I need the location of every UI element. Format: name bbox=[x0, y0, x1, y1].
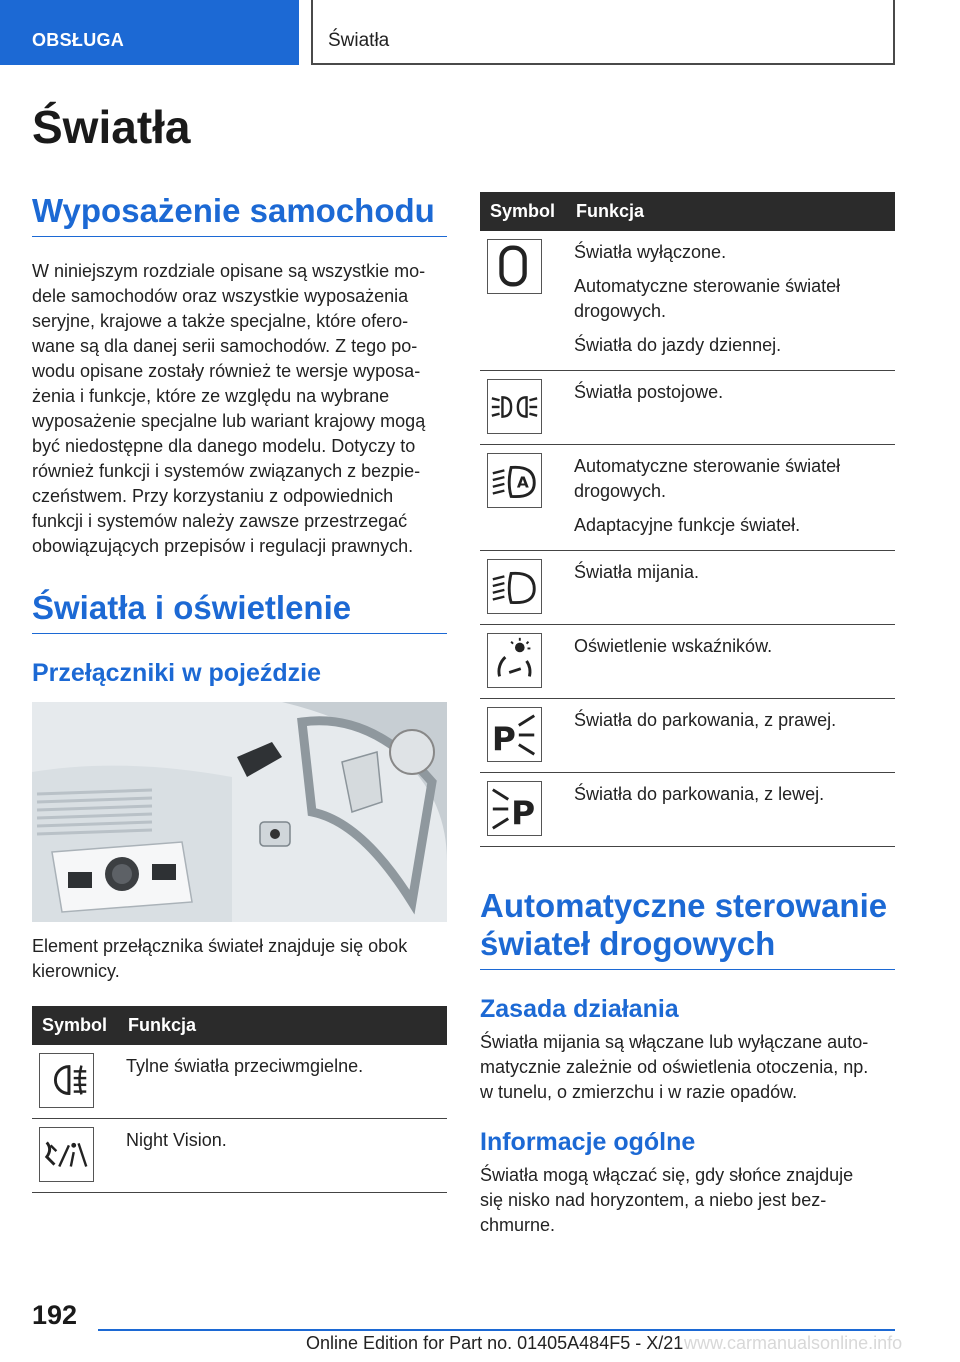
text-line: Światła mijania są włączane lub wyłączane auto- bbox=[480, 1031, 869, 1052]
section-label: OBSŁUGA bbox=[32, 30, 125, 50]
function-text: Światła do parkowania, z lewej. bbox=[574, 784, 825, 804]
chapter-header bbox=[311, 0, 895, 65]
table-row bbox=[32, 1118, 447, 1192]
parking-light-right-icon bbox=[487, 707, 542, 762]
text-line: wyposażenie specjalne lub wariant krajowy mogą bbox=[32, 410, 426, 431]
chapter-label: Światła bbox=[328, 30, 390, 51]
text-line: być niedostępne dla danego modelu. Dotyczy to bbox=[32, 435, 416, 456]
rear-fog-light-icon bbox=[39, 1053, 94, 1108]
text-line: funkcji i systemów należy zawsze przestrzegać bbox=[32, 510, 408, 531]
table-row bbox=[480, 773, 895, 847]
table-row bbox=[480, 699, 895, 773]
function-text: Automatyczne sterowanie świateł drogowych. bbox=[574, 276, 841, 321]
heading-general: Informacje ogólne bbox=[480, 1127, 696, 1156]
column-symbol: Symbol bbox=[480, 192, 574, 231]
function-text: Tylne światła przeciwmgielne. bbox=[126, 1055, 364, 1076]
heading-lights: Światła i oświetlenie bbox=[32, 589, 447, 634]
table-header-row bbox=[480, 192, 895, 231]
right-column bbox=[480, 192, 895, 1238]
table-row bbox=[480, 371, 895, 445]
text-line: dele samochodów oraz wszystkie wyposażenia bbox=[32, 285, 409, 306]
table-header-row bbox=[32, 1006, 447, 1045]
heading-switches: Przełączniki w pojeździe bbox=[32, 658, 321, 687]
footer-divider bbox=[98, 1329, 895, 1331]
text-line: Element przełącznika świateł znajduje się obok bbox=[32, 935, 408, 956]
light-switch-illustration bbox=[32, 702, 447, 922]
text-line: chmurne. bbox=[480, 1214, 556, 1235]
parking-light-left-icon bbox=[487, 781, 542, 836]
text-line: kierownicy. bbox=[32, 960, 120, 981]
text-line: seryjne, krajowe a także specjalne, które ofero- bbox=[32, 310, 409, 331]
function-text: Światła mijania. bbox=[574, 562, 700, 582]
table-row bbox=[32, 1045, 447, 1119]
svg-text:P: P bbox=[491, 720, 516, 759]
text-line: Światła mogą włączać się, gdy słońce znajduje bbox=[480, 1164, 854, 1185]
function-text: Światła postojowe. bbox=[574, 382, 724, 402]
column-function: Funkcja bbox=[574, 192, 895, 231]
page-title: Światła bbox=[32, 101, 191, 153]
function-text: Światła do parkowania, z prawej. bbox=[574, 710, 837, 730]
edition-text: Online Edition for Part no. 01405A484F5 - X/21 bbox=[306, 1333, 684, 1353]
function-text: Adaptacyjne funkcje świateł. bbox=[574, 515, 801, 535]
heading-equipment: Wyposażenie samochodu bbox=[32, 192, 447, 237]
page-number: 192 bbox=[32, 1300, 78, 1330]
table-row bbox=[480, 445, 895, 551]
table-row bbox=[480, 231, 895, 371]
symbol-table-right bbox=[480, 192, 895, 847]
function-text: Światła wyłączone. bbox=[574, 242, 727, 262]
column-function: Funkcja bbox=[126, 1006, 447, 1045]
svg-text:A: A bbox=[516, 473, 529, 492]
text-line: w tunelu, o zmierzchu i w razie opadów. bbox=[480, 1081, 798, 1102]
text-line: wodu opisane zostały również te wersje wyposa- bbox=[32, 360, 421, 381]
night-vision-icon bbox=[39, 1127, 94, 1182]
function-text: Night Vision. bbox=[126, 1129, 227, 1150]
text-line: obowiązujących przepisów i regulacji prawnych. bbox=[32, 535, 414, 556]
watermark-text: www.carmanualsonline.info bbox=[684, 1333, 903, 1353]
instrument-illumination-icon bbox=[487, 633, 542, 688]
text-line: matycznie zależnie od oświetlenia otoczenia, np. bbox=[480, 1056, 869, 1077]
svg-text:P: P bbox=[511, 794, 536, 833]
text-line: się nisko nad horyzontem, a niebo jest bez- bbox=[480, 1189, 827, 1210]
general-paragraph bbox=[480, 1163, 895, 1238]
text-line: żenia i funkcje, które ze względu na wybrane bbox=[32, 385, 390, 406]
text-line: wane są dla danej serii samochodów. Z tego po- bbox=[32, 335, 418, 356]
left-column bbox=[32, 192, 447, 1193]
auto-headlight-icon bbox=[487, 453, 542, 508]
function-text: Światła do jazdy dziennej. bbox=[574, 335, 782, 355]
table-row bbox=[480, 551, 895, 625]
function-text: Oświetlenie wskaźników. bbox=[574, 636, 773, 656]
equipment-paragraph bbox=[32, 259, 447, 559]
heading-principle: Zasada działania bbox=[480, 994, 679, 1023]
text-line: również funkcji i systemów związanych z bezpie- bbox=[32, 460, 421, 481]
table-row bbox=[480, 625, 895, 699]
lights-off-icon bbox=[487, 239, 542, 294]
text-line: czeństwem. Przy korzystaniu z odpowiednich bbox=[32, 485, 394, 506]
section-tab bbox=[0, 0, 299, 65]
low-beam-icon bbox=[487, 559, 542, 614]
dashboard-photo bbox=[32, 702, 447, 922]
switch-caption bbox=[32, 934, 447, 984]
column-symbol: Symbol bbox=[32, 1006, 126, 1045]
parking-lights-icon bbox=[487, 379, 542, 434]
symbol-table-left bbox=[32, 1006, 447, 1193]
heading-auto-headlight: Automatyczne sterowanie świateł drogowych bbox=[480, 887, 895, 970]
text-line: W niniejszym rozdziale opisane są wszystkie mo- bbox=[32, 260, 426, 281]
function-text: Automatyczne sterowanie świateł drogowych. bbox=[574, 456, 841, 501]
principle-paragraph bbox=[480, 1030, 895, 1105]
